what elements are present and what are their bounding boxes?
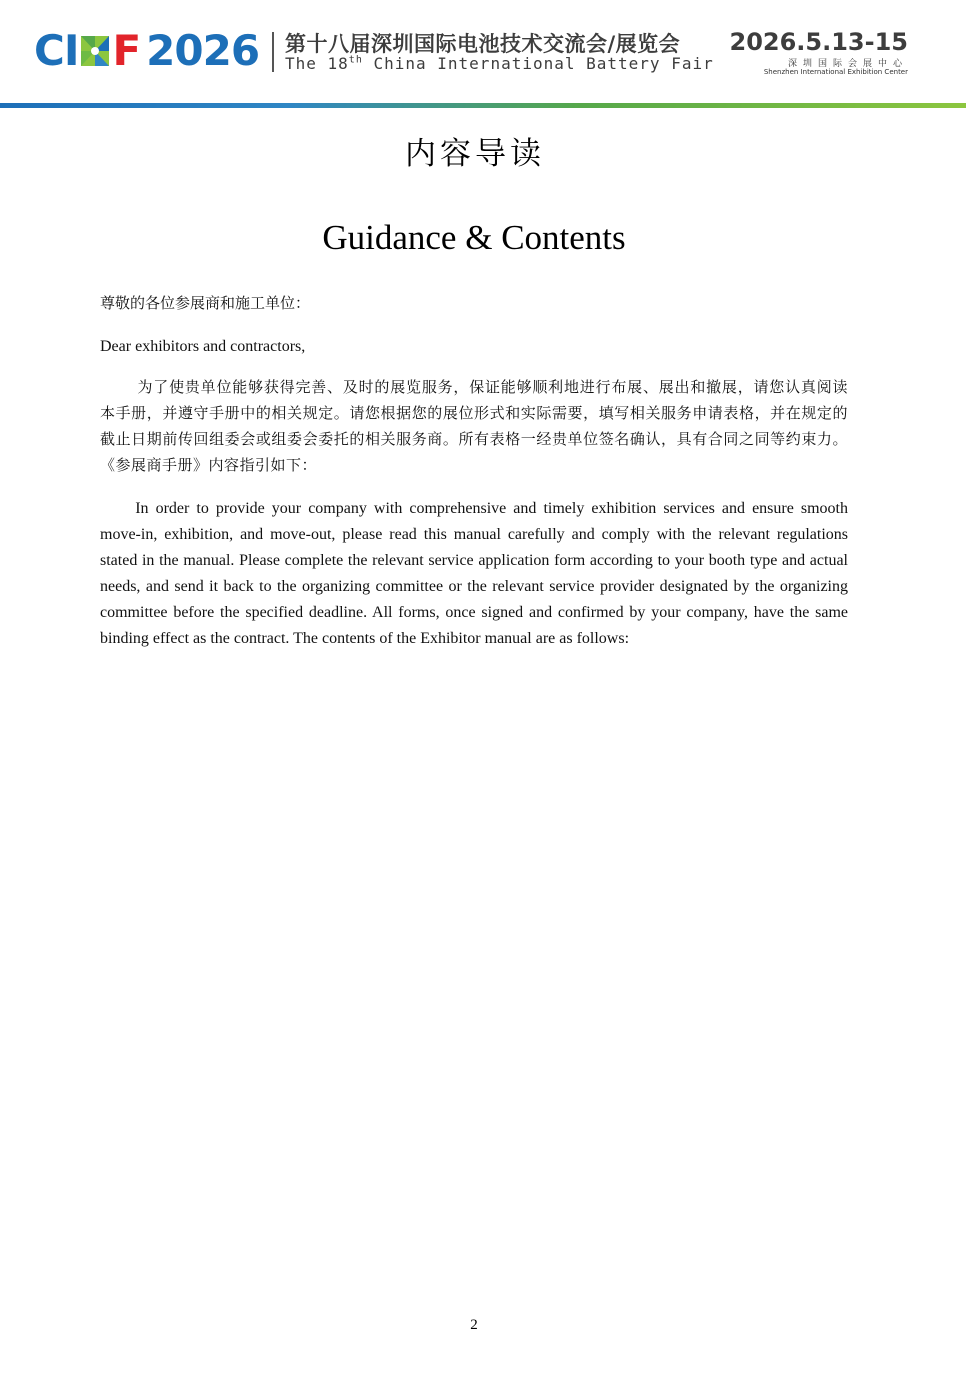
event-date: 2026.5.13-15 bbox=[729, 28, 908, 56]
body-content bbox=[100, 290, 848, 652]
intro-paragraph-en: In order to provide your company with comprehensive and timely exhibition services and ensure smooth move-in, exhibition, and move-out, please read this manual carefully and comply with the relevant regulations stated in the manual. Please complete the relevant service application form according to your booth type and actual needs, and send it back to the organizing committee or the relevant service provider designated by the organizing committee before the specified deadline. All forms, once signed and confirmed by your company, have the same binding effect as the contract. The contents of the Exhibitor manual are as follows: bbox=[100, 500, 848, 647]
greeting-cn: 尊敬的各位参展商和施工单位： bbox=[100, 294, 311, 312]
logo-letter-f: F bbox=[112, 26, 141, 75]
header-gradient-rule bbox=[0, 103, 966, 108]
venue-name-cn: 深圳国际会展中心 bbox=[787, 59, 908, 69]
venue-name-en: Shenzhen International Exhibition Center bbox=[763, 68, 908, 76]
page-title-cn: 内容导读 bbox=[405, 136, 545, 172]
aperture-logo-icon bbox=[80, 34, 110, 68]
page-title-en: Guidance & Contents bbox=[322, 218, 626, 257]
logo-year: 2026 bbox=[146, 26, 260, 75]
logo-letter-c: C bbox=[34, 26, 64, 75]
greeting-en: Dear exhibitors and contractors, bbox=[100, 338, 306, 355]
fair-name-en-prefix: The 18 bbox=[285, 54, 349, 73]
intro-paragraph-cn: 为了使贵单位能够获得完善、及时的展览服务，保证能够顺利地进行布展、展出和撤展，请您认真阅读本手册，并遵守手册中的相关规定。请您根据您的展位形式和实际需要，填写相关服务申请表格，并在规定的截止日期前传回组委会或组委会委托的相关服务商。所有表格一经贵单位签名确认，具有合同之同等约束力。《参展商手册》内容指引如下： bbox=[100, 378, 848, 474]
page-header bbox=[0, 0, 978, 110]
page-number: 2 bbox=[470, 1317, 478, 1333]
fair-name-en-suffix: China International Battery Fair bbox=[362, 54, 714, 73]
logo-letter-i: I bbox=[63, 26, 79, 75]
header-divider bbox=[272, 32, 274, 72]
cibf-logo bbox=[34, 28, 259, 74]
fair-name-cn: 第十八届深圳国际电池技术交流会/展览会 bbox=[285, 32, 681, 56]
fair-name-en bbox=[285, 54, 714, 73]
fair-name-en-ordinal: th bbox=[348, 54, 363, 66]
